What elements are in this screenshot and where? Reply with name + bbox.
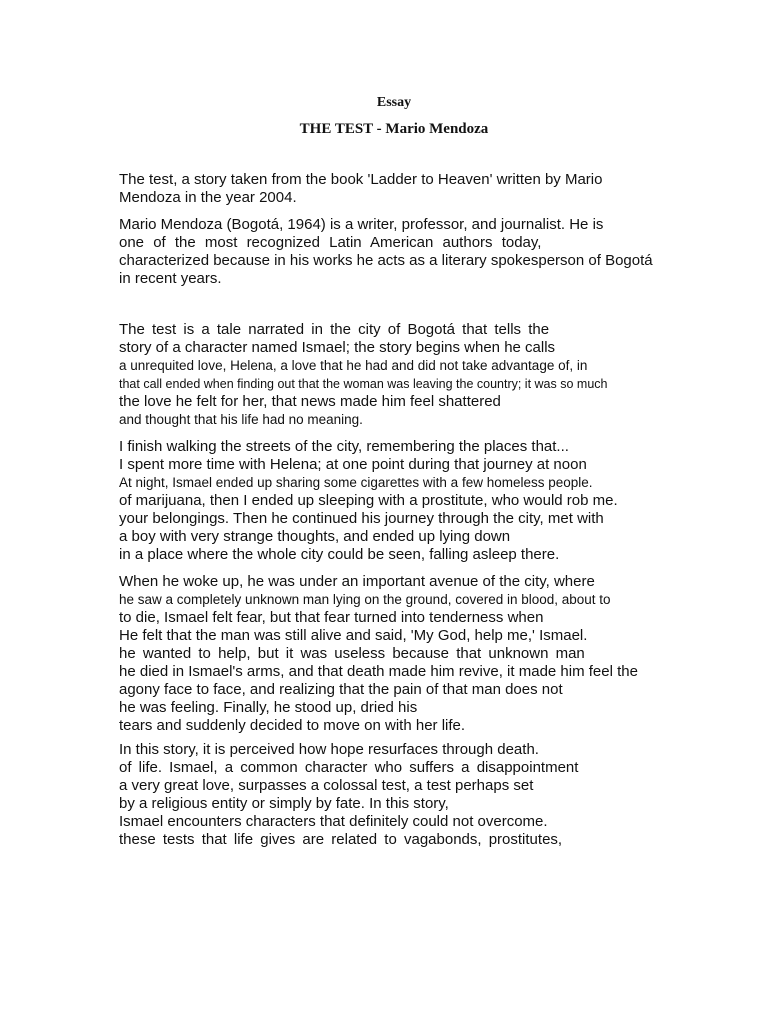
paragraph-5-line: When he woke up, he was under an important avenue of the city, where	[119, 573, 595, 590]
paragraph-5-line: agony face to face, and realizing that the pain of that man does not	[119, 681, 563, 698]
paragraph-2-line: one of the most recognized Latin American authors today,	[119, 234, 542, 251]
paragraph-3-line: story of a character named Ismael; the story begins when he calls	[119, 339, 556, 356]
essay-subtitle: THE TEST - Mario Mendoza	[299, 121, 489, 137]
paragraph-5-line: tears and suddenly decided to move on with her life.	[119, 717, 466, 734]
paragraph-2-line: Mario Mendoza (Bogotá, 1964) is a writer, professor, and journalist. He is	[119, 216, 604, 233]
paragraph-6-line: these tests that life gives are related to vagabonds, prostitutes,	[119, 831, 563, 848]
paragraph-4-line: of marijuana, then I ended up sleeping with a prostitute, who would rob me.	[119, 492, 618, 509]
paragraph-5-line: He felt that the man was still alive and said, 'My God, help me,' Ismael.	[119, 627, 588, 644]
paragraph-3-line: and thought that his life had no meaning.	[119, 412, 363, 427]
paragraph-4-line: At night, Ismael ended up sharing some cigarettes with a few homeless people.	[119, 475, 593, 490]
paragraph-4-line: in a place where the whole city could be seen, falling asleep there.	[119, 546, 560, 563]
paragraph-4-line: I finish walking the streets of the city, remembering the places that...	[119, 438, 569, 455]
paragraph-3-line: a unrequited love, Helena, a love that he had and did not take advantage of, in	[119, 358, 588, 373]
paragraph-6-line: In this story, it is perceived how hope resurfaces through death.	[119, 741, 539, 758]
paragraph-1-line: Mendoza in the year 2004.	[119, 189, 297, 206]
paragraph-2-line: characterized because in his works he acts as a literary spokesperson of Bogotá	[119, 252, 653, 269]
paragraph-3-line: that call ended when finding out that the woman was leaving the country; it was so much	[119, 377, 608, 391]
paragraph-5-line: he wanted to help, but it was useless because that unknown man	[119, 645, 585, 662]
paragraph-4-line: I spent more time with Helena; at one point during that journey at noon	[119, 456, 587, 473]
paragraph-6-line: Ismael encounters characters that definitely could not overcome.	[119, 813, 548, 830]
paragraph-6-line: of life. Ismael, a common character who suffers a disappointment	[119, 759, 579, 776]
paragraph-5-line: he died in Ismael's arms, and that death made him revive, it made him feel the	[119, 663, 638, 680]
paragraph-6-line: a very great love, surpasses a colossal test, a test perhaps set	[119, 777, 534, 794]
paragraph-1-line: The test, a story taken from the book 'Ladder to Heaven' written by Mario	[119, 171, 603, 188]
paragraph-4-line: a boy with very strange thoughts, and ended up lying down	[119, 528, 511, 545]
paragraph-5-line: he was feeling. Finally, he stood up, dried his	[119, 699, 418, 716]
paragraph-3-line: the love he felt for her, that news made him feel shattered	[119, 393, 501, 410]
paragraph-6-line: by a religious entity or simply by fate. In this story,	[119, 795, 449, 812]
paragraph-4-line: your belongings. Then he continued his journey through the city, met with	[119, 510, 604, 527]
paragraph-3-line: The test is a tale narrated in the city of Bogotá that tells the	[119, 321, 550, 338]
paragraph-5-line: he saw a completely unknown man lying on the ground, covered in blood, about to	[119, 592, 611, 607]
paragraph-5-line: to die, Ismael felt fear, but that fear turned into tenderness when	[119, 609, 544, 626]
paragraph-2-line: in recent years.	[119, 270, 222, 287]
document-title: Essay	[376, 95, 412, 110]
